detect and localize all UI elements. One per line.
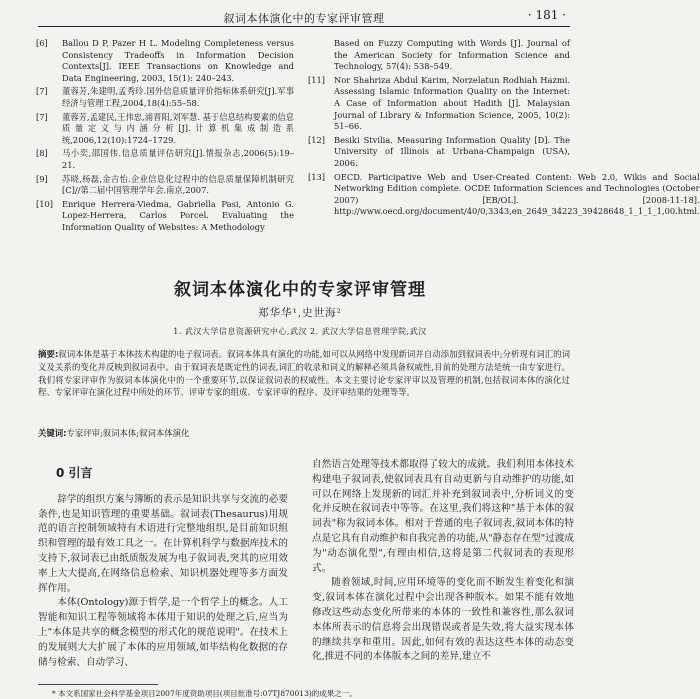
reference-item bbox=[308, 38, 570, 73]
reference-item bbox=[308, 171, 700, 218]
body-left-column bbox=[38, 458, 288, 670]
abstract-label: 摘要: bbox=[38, 349, 59, 359]
footnote-rule bbox=[38, 684, 158, 685]
page-number: · 181 · bbox=[527, 8, 566, 22]
body-right-column bbox=[312, 458, 574, 665]
reference-item bbox=[36, 112, 294, 147]
reference-text: 董蓉芳,朱建明,孟秀玲.国外信息质量评价指标体系研究[J].军事经济与管理工程,2004,18(4):55–58. bbox=[62, 86, 294, 108]
body-paragraph: 辞学的组织方案与簿断的表示是知识共享与交流的必要条件,也是知识管理的重要基础。叙词表(Thesaurus)用规范的语言控制领域特有术语进行完整地组织,是目前知识组织和管理的最有效工具之一。在计算机科学与数据库技术的支持下,叙词表已由纸质版发展为电子叙词表,突其的应用效率上大大提高,在网络信息检索、知识机器处理等多方面发挥作用。 bbox=[38, 493, 288, 594]
reference-number: [6] bbox=[36, 38, 48, 48]
reference-number: [7] bbox=[36, 86, 48, 97]
reference-number: [12] bbox=[308, 134, 326, 145]
body-paragraph: 随着领域,时间,应用环境等的变化而不断发生着变化和演变,叙词本体在演化过程中会出现各种版本。如果不能有效地修改这些动态变化所带来的本体的一致性和兼容性,那么叙词本体所表示的信息将会出现错误或者是失效,将大益实现本体的继续共享和重用。因此,如何有效的表达这些本体的动态变化,推进不同的本体版本之间的差异,建立不 bbox=[312, 577, 574, 663]
paper-affiliation: 1. 武汉大学信息资源研究中心,武汉 2. 武汉大学信息管理学院,武汉 bbox=[173, 327, 427, 336]
body-paragraph: 自然语言处理等技术都取得了较大的成就。我们利用本体技术构建电子叙词表,使叙词表具有自动更新与自动维护的功能,如可以在网络上发现新的词汇并补充到叙词表中,分析词义的变化并反映在叙词表中等等。在这里,我们将这种"基于本体的叙词表"称为叙词本体。相对于普通的电子叙词表,叙词本体的特点是它具有自动维护和自我完善的功能,从"静态存在型"过渡成为"动态演化型",有理由相信,这将是第二代叙词表的表现形式。 bbox=[312, 459, 574, 574]
reference-text: Ballou D P, Pazer H L. Modeling Completeness versus Consistency Tradeoffs in Information Decision Contexts[J]. IEEE Transactions on Knowledge and Data Engineering, 2003, 15(1): 240–243. bbox=[62, 38, 294, 83]
reference-item bbox=[308, 75, 570, 133]
reference-item bbox=[36, 86, 294, 109]
reference-text: OECD. Participative Web and User-Created Content: Web 2.0, Wikis and Social Networking Edition complete. OCDE Information Sciences and Technologies (October 2007) [EB/OL]. [2008-11-18]. http://www.oecd.org/document/40/0,3343,en_2649_34223_39428648_1_1_1_1,00.html. bbox=[334, 171, 700, 217]
keywords-label: 关键词: bbox=[38, 428, 67, 438]
reference-text: Besiki Stvilia. Measuring Information Quality [D]. The University of Illinois at Urbana-Champaign (USA), 2006. bbox=[334, 134, 570, 168]
reference-number: [13] bbox=[308, 171, 326, 182]
reference-item bbox=[36, 199, 294, 234]
reference-text: Enrique Herrera-Viedma, Gabriella Pasi, Antonio G. Lopez-Herrera, Carlos Porcel. Evaluating the Information Quality of Websites: A Methodology bbox=[62, 198, 294, 232]
paper-title: 叙词本体演化中的专家评审管理 bbox=[174, 280, 426, 300]
reference-item bbox=[308, 135, 570, 170]
reference-item bbox=[36, 38, 294, 84]
reference-number: [7] bbox=[36, 111, 48, 122]
reference-number: [8] bbox=[36, 148, 48, 159]
reference-text: 马小奕,邵国伟.信息质量评估研究[J].情报杂志,2006(5):19–21. bbox=[62, 148, 294, 170]
body-paragraph: 本体(Ontology)源于哲学,是一个哲学上的概念。人工智能和知识工程等领域将本体用于知识的处理之后,应当为上"本体是共享的概念模型的形式化的规范说明"。在技术上的发展则大大扩展了本体的应用领域,如毕结构化数据的存储与检索、自动学习、 bbox=[38, 597, 288, 668]
footnote: * 本文系国家社会科学基金项目2007年度资助项目(项目批准号:07TJ870013)的成果之一。 bbox=[52, 689, 357, 698]
paper-authors: 郑华华¹,史世海² bbox=[258, 307, 342, 319]
abstract bbox=[38, 348, 570, 399]
reference-number bbox=[308, 38, 334, 73]
references-right-column bbox=[308, 38, 700, 220]
reference-number: [9] bbox=[36, 173, 48, 184]
reference-number: [10] bbox=[36, 198, 54, 209]
running-header bbox=[38, 8, 570, 27]
reference-text: Based on Fuzzy Computing with Words [J]. Journal of the American Society for Information Science and Technology, 57(4): 538–549. bbox=[334, 38, 570, 72]
abstract-text: 叙词本体是基于本体技术构建的电子叙词表。叙词本体具有演化的功能,如可以从网络中发现新词并自动添加到叙词表中;分析现有词汇的词义及关系的变化并反映到叙词表中。由于叙词表是既定性的词表,词汇的收录和词义的解释必须具备权威性,目前的处理方法是统一由专家进行。我们将专家评审作为叙词本体演化中的一个重要环节,以保证叙词表的权威性。本文主要讨论专家评审以及管理的机制,包括叙词本体的演化过程、专家评审在演化过程中所处的环节、评审专家的组成、专家评审的程序、及评审结果的处理等等。 bbox=[38, 349, 570, 398]
keywords bbox=[38, 427, 570, 439]
references-left-column bbox=[36, 38, 294, 236]
reference-text: 董蓉芳,孟建民,王伟忠,浦晋阳,刘军慧. 基于信息结构要素的信息质量定义与内涵分析[J].计算机集成制造系统,2006,12(10):1724–1729. bbox=[62, 111, 294, 145]
reference-item bbox=[36, 148, 294, 171]
reference-text: 苏晓,杨磊,金吉怡.企业信息化过程中的信息质量保障机制研究[C]//第二届中国管理学年会.南京,2007. bbox=[62, 173, 294, 196]
section-heading: 0 引言 bbox=[56, 466, 93, 480]
keywords-text: 专家评审;叙词本体;叙词本体演化 bbox=[66, 428, 190, 438]
reference-text: Nor Shahriza Abdul Karim, Norzelatun Rodhiah Hazmi. Assessing Islamic Information Quality on the Internet: A Case of Information about Hadith [J]. Malaysian Journal of Library & Information Science, 2005, 10(2): 51–66. bbox=[334, 74, 570, 132]
reference-number: [11] bbox=[308, 74, 326, 85]
reference-item bbox=[36, 174, 294, 197]
running-title: 叙词本体演化中的专家评审管理 bbox=[223, 12, 385, 25]
